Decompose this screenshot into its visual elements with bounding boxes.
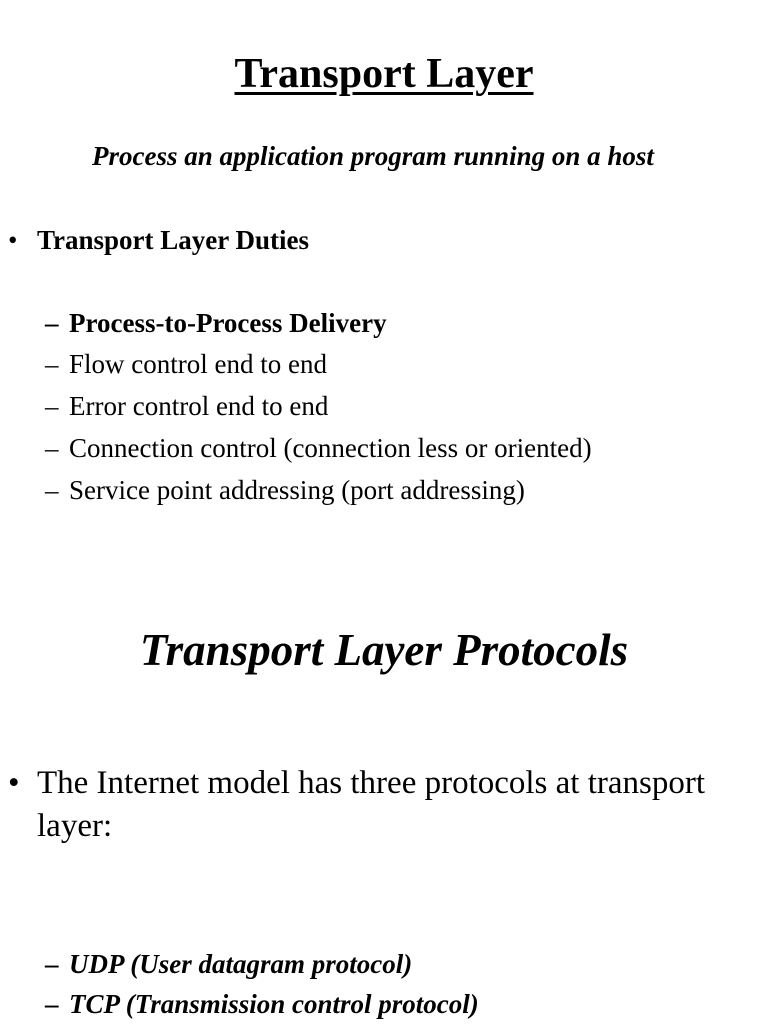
bullet-internet-model (8, 762, 748, 848)
dash-icon: – (45, 949, 59, 979)
sub-item-flow-control (45, 346, 327, 382)
dash-icon: – (45, 433, 59, 463)
dash-icon: – (45, 989, 59, 1019)
bullet-transport-layer-duties (8, 222, 309, 258)
protocol-text: UDP (User datagram protocol) (69, 949, 413, 979)
dash-icon: – (45, 475, 59, 505)
sub-item-connection-control (45, 430, 592, 466)
sub-item-text: Process-to-Process Delivery (69, 308, 387, 338)
dash-icon: – (45, 349, 59, 379)
slide-title-transport-layer-protocols: Transport Layer Protocols (139, 625, 629, 675)
bullet-icon: • (8, 225, 18, 255)
bullet-text: Transport Layer Duties (37, 225, 309, 255)
dash-icon: – (45, 308, 59, 338)
sub-item-error-control (45, 388, 328, 424)
bullet-text: The Internet model has three protocols at transport layer: (37, 765, 706, 844)
protocol-text: TCP (Transmission control protocol) (69, 989, 479, 1019)
slide-subtitle: Process an application program running on a host (92, 141, 654, 171)
sub-item-process-delivery (45, 305, 387, 341)
bullet-icon: • (8, 765, 20, 801)
slide-title-transport-layer: Transport Layer (234, 51, 534, 97)
protocol-item-udp (45, 946, 412, 982)
sub-item-text: Service point addressing (port addressing) (69, 475, 525, 505)
sub-item-service-point (45, 472, 525, 508)
protocol-item-tcp (45, 986, 479, 1022)
sub-item-text: Flow control end to end (69, 349, 327, 379)
sub-item-text: Error control end to end (69, 391, 329, 421)
sub-item-text: Connection control (connection less or oriented) (69, 433, 592, 463)
dash-icon: – (45, 391, 59, 421)
